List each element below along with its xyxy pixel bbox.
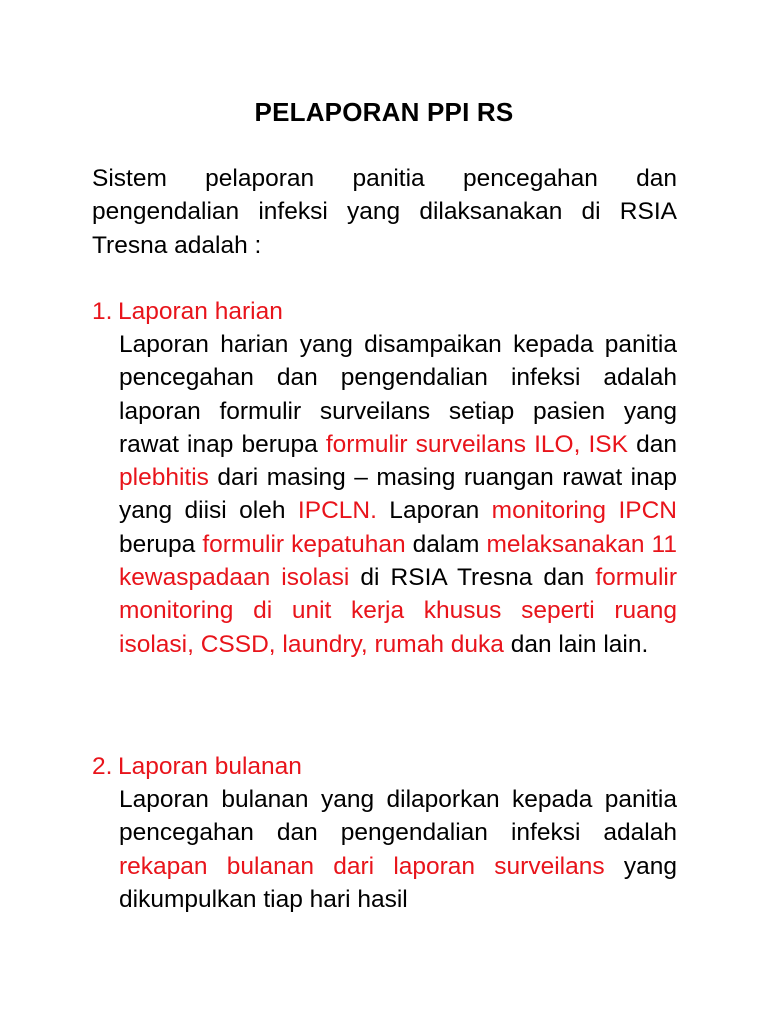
text-run: Laporan harian yang disampaikan kepada panitia pencegahan dan pengendalian infeksi adalah laporan formulir surveilans setiap pasien yang rawat inap berupa xyxy=(119,331,677,458)
text-run: dan lain lain. xyxy=(503,630,649,658)
section-2-title: Laporan bulanan xyxy=(118,753,302,780)
page-title: PELAPORAN PPI RS xyxy=(254,97,514,127)
text-run: berupa xyxy=(119,530,203,558)
text-run: dan xyxy=(627,430,677,458)
highlight-run: melaksanakan 11 kewaspadaan isolasi xyxy=(119,530,677,592)
highlight-run: IPCLN. xyxy=(297,497,377,525)
highlight-run: rekapan bulanan dari laporan surveilans xyxy=(119,852,605,880)
text-run: Laporan xyxy=(376,497,492,525)
highlight-run: formulir surveilans ILO, ISK xyxy=(325,430,628,458)
text-run: dalam xyxy=(405,530,487,558)
text-run: Laporan bulanan yang dilaporkan kepada panitia pencegahan dan pengendalian infeksi adalah xyxy=(119,786,677,847)
section-1-body xyxy=(119,328,677,661)
section-1-number: 1. xyxy=(92,298,113,325)
highlight-run: formulir kepatuhan xyxy=(202,530,406,558)
section-2-heading xyxy=(92,750,302,783)
intro-paragraph: Sistem pelaporan panitia pencegahan dan pengendalian infeksi yang dilaksanakan di RSIA Tresna adalah : xyxy=(92,165,677,259)
text-run: di RSIA Tresna dan xyxy=(349,564,596,592)
highlight-run: formulir monitoring di unit kerja khusus seperti ruang isolasi, CSSD, laundry, rumah duka xyxy=(119,564,677,658)
section-1-heading xyxy=(92,295,283,328)
text-run: yang dikumpulkan tiap hari hasil xyxy=(119,852,677,913)
section-2-body xyxy=(119,783,677,916)
highlight-run: monitoring IPCN xyxy=(491,497,678,525)
section-2-number: 2. xyxy=(92,753,113,780)
highlight-run: plebhitis xyxy=(119,464,209,492)
section-1-title: Laporan harian xyxy=(118,298,283,325)
text-run: dari masing – masing ruangan rawat inap yang diisi oleh xyxy=(119,464,677,525)
